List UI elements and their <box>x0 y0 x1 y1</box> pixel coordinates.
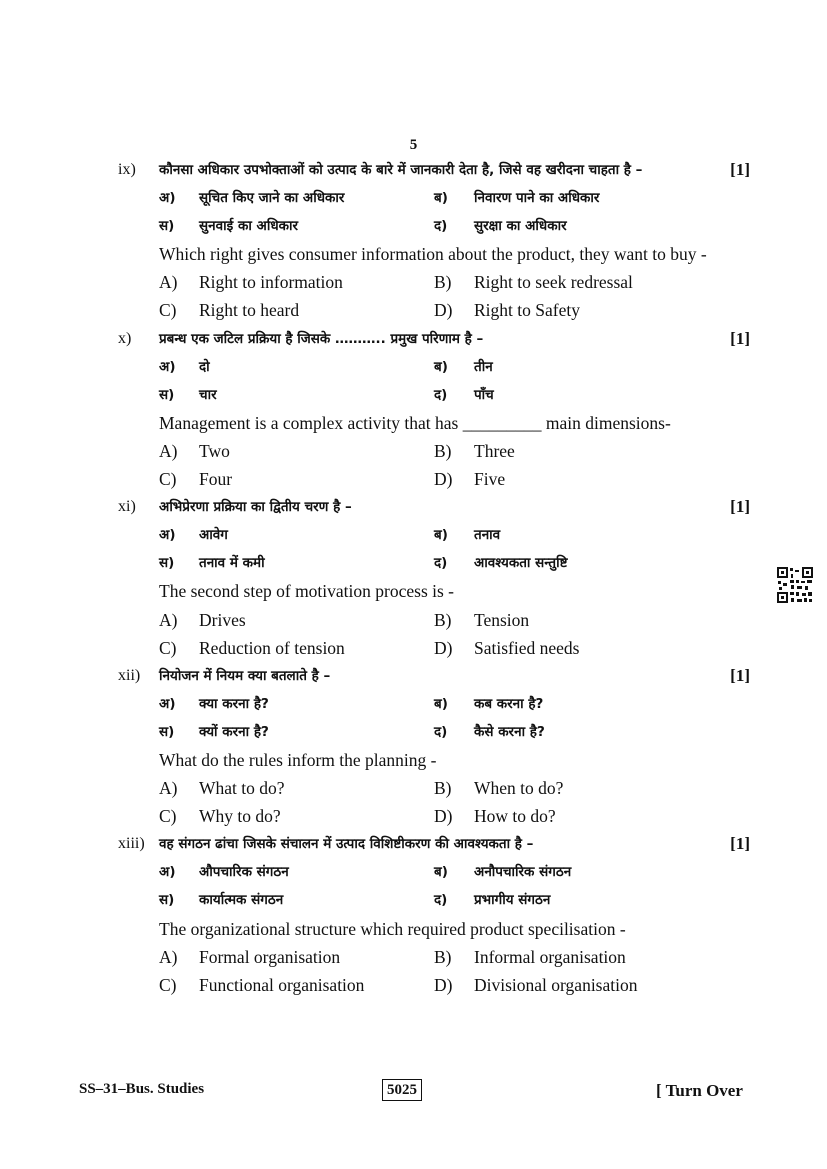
question-block <box>118 156 750 325</box>
option <box>159 886 283 914</box>
english-options-row <box>118 606 750 634</box>
option <box>434 268 633 296</box>
question-marks: [1] <box>730 497 750 517</box>
option <box>434 858 571 886</box>
question-hindi-row <box>118 493 750 521</box>
footer-paper-code: 5025 <box>382 1079 422 1101</box>
option-text: आवश्यकता सन्तुष्टि <box>474 555 568 572</box>
option-label: A) <box>159 272 178 293</box>
option-label: अ) <box>159 358 176 375</box>
option <box>434 634 579 662</box>
question-number: ix) <box>118 161 136 178</box>
option-text: चार <box>199 386 217 403</box>
question-block <box>118 830 750 999</box>
question-number: xii) <box>118 666 141 684</box>
option <box>434 774 563 802</box>
option-text: तनाव में कमी <box>199 555 265 572</box>
question-english-text: Management is a complex activity that has _________ main dimensions- <box>159 412 671 433</box>
option-label: C) <box>159 806 177 827</box>
footer-turn-over: [ Turn Over <box>656 1081 743 1100</box>
option <box>159 268 343 296</box>
option-label: द) <box>434 386 448 403</box>
option-text: Right to Safety <box>474 300 580 321</box>
question-list <box>118 156 750 999</box>
footer-subject-code: SS–31–Bus. Studies <box>79 1081 205 1097</box>
option <box>159 634 345 662</box>
option-text: प्रभागीय संगठन <box>474 892 551 909</box>
option <box>159 971 364 999</box>
option <box>434 184 599 212</box>
hindi-options-row <box>118 690 750 718</box>
option <box>159 802 281 830</box>
question-english-text: Which right gives consumer information about the product, they want to buy - <box>159 244 707 265</box>
option-text: What to do? <box>199 778 285 799</box>
option-label: D) <box>434 806 453 827</box>
option-label: द) <box>434 218 448 235</box>
hindi-options-row <box>118 353 750 381</box>
option-label: B) <box>434 272 452 293</box>
hindi-options-row <box>118 886 750 914</box>
option-text: Right to information <box>199 272 343 293</box>
option <box>159 690 269 718</box>
hindi-options-row <box>118 549 750 577</box>
option-text: सुरक्षा का अधिकार <box>474 218 567 235</box>
option <box>434 465 505 493</box>
question-english-row <box>118 240 750 268</box>
option-label: A) <box>159 440 178 461</box>
option-text: Five <box>474 469 506 490</box>
option-text: कब करना है? <box>474 695 544 712</box>
option-label: D) <box>434 469 453 490</box>
option-text: How to do? <box>474 806 556 827</box>
option-label: C) <box>159 974 177 995</box>
question-marks: [1] <box>730 665 750 685</box>
question-block <box>118 662 750 831</box>
hindi-options-row <box>118 212 750 240</box>
option-label: अ) <box>159 190 176 207</box>
option-text: सूचित किए जाने का अधिकार <box>199 190 345 207</box>
option-label: ब) <box>434 864 448 881</box>
option-text: Reduction of tension <box>199 637 345 658</box>
option-label: अ) <box>159 527 176 544</box>
question-hindi-text: नियोजन में नियम क्या बतलाते है – <box>159 667 331 684</box>
hindi-options-row <box>118 718 750 746</box>
option-label: द) <box>434 892 448 909</box>
page-number: 5 <box>409 137 418 153</box>
question-number: xiii) <box>118 835 145 853</box>
question-english-row <box>118 409 750 437</box>
option-label: B) <box>434 440 452 461</box>
option-text: Informal organisation <box>474 946 626 967</box>
option-text: Three <box>474 440 515 461</box>
hindi-options-row <box>118 381 750 409</box>
question-block <box>118 325 750 494</box>
option-label: ब) <box>434 695 448 712</box>
option-label: स) <box>159 386 175 403</box>
option <box>159 943 340 971</box>
option-label: अ) <box>159 695 176 712</box>
hindi-options-row <box>118 521 750 549</box>
english-options-row <box>118 634 750 662</box>
option <box>434 718 545 746</box>
option-label: D) <box>434 300 453 321</box>
option-text: दो <box>199 358 210 375</box>
option-label: द) <box>434 555 448 572</box>
option <box>159 381 217 409</box>
option <box>434 802 556 830</box>
option <box>434 437 515 465</box>
option-text: औपचारिक संगठन <box>199 864 289 881</box>
question-hindi-text: कौनसा अधिकार उपभोक्ताओं को उत्पाद के बारे में जानकारी देता है, जिसे वह खरीदना चाहता है – <box>159 162 643 178</box>
question-english-text: The second step of motivation process is - <box>159 581 455 602</box>
english-options-row <box>118 437 750 465</box>
option <box>434 606 529 634</box>
option-label: B) <box>434 946 452 967</box>
option-label: द) <box>434 723 448 740</box>
option <box>159 858 289 886</box>
question-hindi-text: प्रबन्ध एक जटिल प्रक्रिया है जिसके ……….. प्रमुख परिणाम है – <box>159 330 484 347</box>
english-options-row <box>118 802 750 830</box>
question-english-row <box>118 746 750 774</box>
option <box>434 353 493 381</box>
option <box>434 549 568 577</box>
option-text: क्या करना है? <box>199 695 269 712</box>
option-text: Four <box>199 469 233 490</box>
option-text: कैसे करना है? <box>474 723 545 740</box>
question-english-row <box>118 915 750 943</box>
question-number: xi) <box>118 498 136 516</box>
option-text: Two <box>199 440 230 461</box>
option-label: B) <box>434 778 452 799</box>
option <box>159 353 210 381</box>
option <box>159 521 228 549</box>
option <box>159 774 285 802</box>
option-text: कार्यात्मक संगठन <box>199 892 284 909</box>
option <box>159 296 299 324</box>
option-label: A) <box>159 946 178 967</box>
option <box>434 690 543 718</box>
option-text: तीन <box>474 358 493 375</box>
english-options-row <box>118 971 750 999</box>
option <box>159 718 269 746</box>
option-label: D) <box>434 637 453 658</box>
english-options-row <box>118 465 750 493</box>
option-label: D) <box>434 974 453 995</box>
option-text: Tension <box>474 609 530 630</box>
option <box>159 465 232 493</box>
option-label: स) <box>159 555 175 572</box>
english-options-row <box>118 268 750 296</box>
question-hindi-row <box>118 156 750 184</box>
option-label: ब) <box>434 190 448 207</box>
question-english-text: What do the rules inform the planning - <box>159 749 437 770</box>
question-english-row <box>118 577 750 605</box>
option <box>159 606 246 634</box>
option-label: ब) <box>434 358 448 375</box>
option-text: When to do? <box>474 778 564 799</box>
option-label: स) <box>159 892 175 909</box>
option-text: अनौपचारिक संगठन <box>474 864 572 881</box>
option-text: तनाव <box>474 527 501 544</box>
question-hindi-row <box>118 662 750 690</box>
option <box>434 971 637 999</box>
question-hindi-text: वह संगठन ढांचा जिसके संचालन में उत्पाद विशिष्टीकरण की आवश्यकता है – <box>159 836 534 853</box>
question-marks: [1] <box>730 328 750 348</box>
option-text: Right to seek redressal <box>474 272 633 293</box>
option-label: A) <box>159 778 178 799</box>
option <box>434 886 550 914</box>
option <box>159 437 230 465</box>
question-marks: [1] <box>730 834 750 854</box>
option-text: Right to heard <box>199 300 300 321</box>
option-label: स) <box>159 723 175 740</box>
option-text: क्यों करना है? <box>199 723 269 740</box>
question-english-text: The organizational structure which required product specilisation - <box>159 918 626 939</box>
question-hindi-text: अभिप्रेरणा प्रक्रिया का द्वितीय चरण है – <box>159 499 352 516</box>
option <box>434 943 626 971</box>
english-options-row <box>118 296 750 324</box>
option-text: Divisional organisation <box>474 974 638 995</box>
option <box>159 549 265 577</box>
option-label: B) <box>434 609 452 630</box>
question-marks: [1] <box>730 160 750 179</box>
hindi-options-row <box>118 858 750 886</box>
option-label: अ) <box>159 864 176 881</box>
english-options-row <box>118 774 750 802</box>
option <box>434 381 494 409</box>
option <box>159 184 344 212</box>
hindi-options-row <box>118 184 750 212</box>
option-text: सुनवाई का अधिकार <box>199 218 299 235</box>
option <box>159 212 298 240</box>
question-hindi-row <box>118 325 750 353</box>
option-text: आवेग <box>199 527 228 544</box>
option-text: निवारण पाने का अधिकार <box>474 190 600 207</box>
option-label: C) <box>159 300 177 321</box>
option-text: Formal organisation <box>199 946 341 967</box>
option-label: C) <box>159 469 177 490</box>
option-text: पाँच <box>474 386 494 403</box>
option <box>434 296 580 324</box>
question-number: x) <box>118 329 132 347</box>
question-hindi-row <box>118 830 750 858</box>
option <box>434 521 500 549</box>
english-options-row <box>118 943 750 971</box>
option-label: C) <box>159 637 177 658</box>
option-text: Functional organisation <box>199 974 365 995</box>
option-text: Satisfied needs <box>474 637 580 658</box>
option-text: Why to do? <box>199 806 281 827</box>
question-block <box>118 493 750 662</box>
option-label: स) <box>159 218 175 235</box>
option-label: ब) <box>434 527 448 544</box>
option-text: Drives <box>199 609 246 630</box>
option <box>434 212 567 240</box>
option-label: A) <box>159 609 178 630</box>
qr-code-icon <box>776 566 814 604</box>
